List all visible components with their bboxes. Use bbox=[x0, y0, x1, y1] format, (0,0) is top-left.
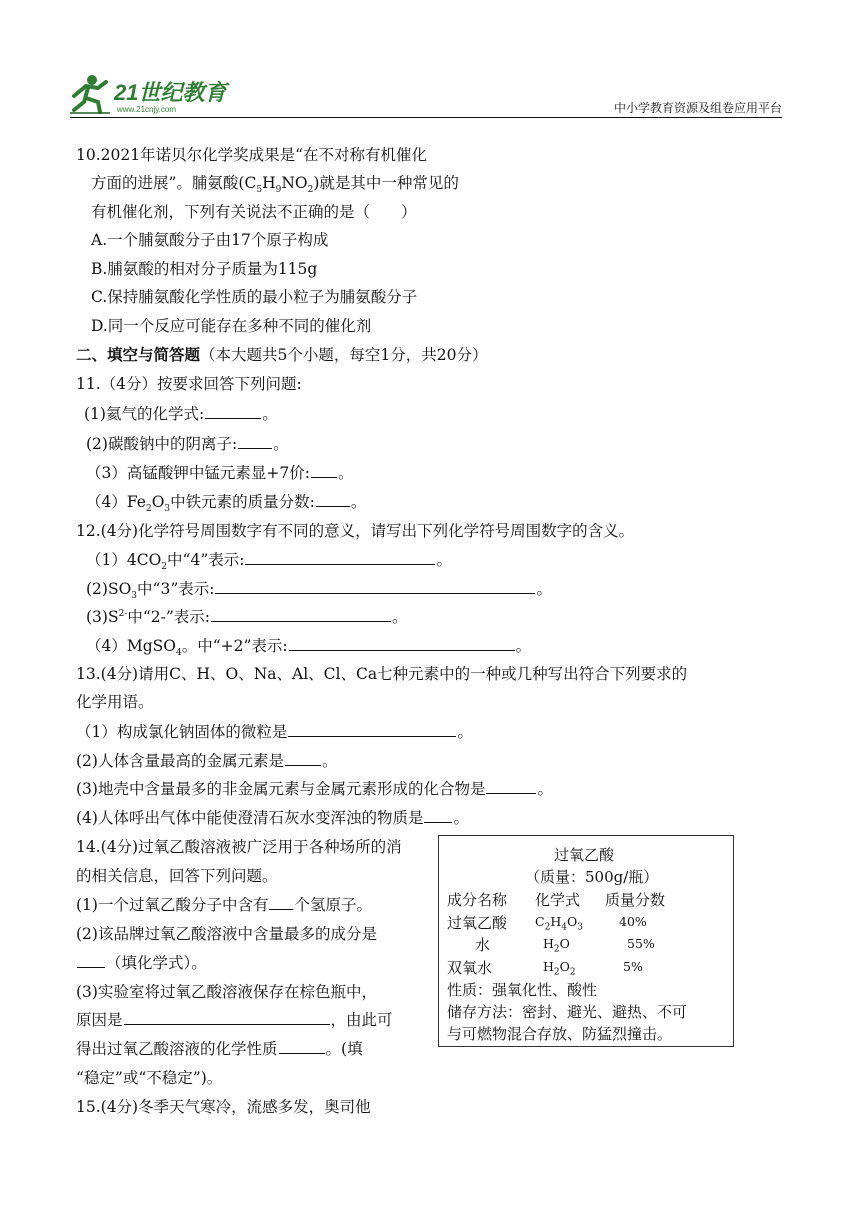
label-row-percent: 5% bbox=[623, 959, 643, 974]
answer-blank[interactable] bbox=[205, 404, 261, 419]
label-col-fraction: 质量分数 bbox=[605, 891, 666, 909]
answer-blank[interactable] bbox=[486, 779, 536, 794]
q10-line1: 10.2021年诺贝尔化学奖成果是“在不对称有机催化 bbox=[76, 146, 428, 164]
answer-blank[interactable] bbox=[77, 953, 105, 968]
label-storage-line1: 储存方法：密封、避光、避热、不可 bbox=[447, 1003, 688, 1021]
q14-part3-line3: 得出过氧乙酸溶液的化学性质 。(填 bbox=[76, 1040, 363, 1058]
q10-line3: 有机催化剂，下列有关说法不正确的是（ ） bbox=[91, 203, 417, 221]
q12-part3: $(3)S^{2-}$中“2-”表示: 。 bbox=[86, 608, 408, 626]
answer-blank[interactable] bbox=[215, 579, 535, 594]
answer-blank[interactable] bbox=[285, 751, 321, 766]
answer-blank[interactable] bbox=[424, 808, 452, 823]
answer-blank[interactable] bbox=[288, 722, 456, 737]
label-col-name: 成分名称 bbox=[447, 891, 508, 909]
label-title: 过氧乙酸 bbox=[554, 846, 615, 864]
q13-part4: (4)人体呼出气体中能使澄清石灰水变浑浊的物质是 。 bbox=[76, 809, 469, 827]
logo-text: 21世纪教育 bbox=[114, 80, 227, 105]
answer-blank[interactable] bbox=[289, 636, 515, 651]
answer-blank[interactable] bbox=[211, 607, 391, 622]
q11-part4: $(4)Fe_2O_3$中铁元素的质量分数: 。 bbox=[86, 493, 367, 515]
q10-option-d: D.同一个反应可能存在多种不同的催化剂 bbox=[91, 317, 372, 335]
q13-stem-line1: 13.(4分)请用C、H、O、Na、Al、Cl、Ca七种元素中的一种或几种写出符合下列要求的 bbox=[76, 665, 688, 683]
q11-stem: 11.（4分）按要求回答下列问题: bbox=[76, 375, 302, 393]
q13-part1: （1）构成氯化钠固体的微粒是 。 bbox=[76, 723, 473, 741]
answer-blank[interactable] bbox=[269, 895, 293, 910]
q14-part2-line1: (2)该品牌过氧乙酸溶液中含量最多的成分是 bbox=[76, 925, 377, 943]
q14-part1: (1)一个过氧乙酸分子中含有 个氢原子。 bbox=[76, 896, 372, 914]
q12-part2: $(2)SO_3$中“3”表示: 。 bbox=[86, 580, 552, 602]
header-divider bbox=[70, 117, 782, 118]
section2-heading: 二、填空与简答题（本大题共5个小题，每空1分，共20分） bbox=[76, 345, 488, 364]
label-row-percent: 40% bbox=[619, 914, 647, 929]
q14-part3-line4: “稳定”或“不稳定”)。 bbox=[76, 1069, 223, 1087]
label-subtitle: （质量：500g/瓶） bbox=[525, 868, 659, 886]
q14-part3-line2: 原因是 ，由此可 bbox=[76, 1011, 393, 1029]
label-row-formula: $H_2O$ bbox=[543, 936, 570, 955]
answer-blank[interactable] bbox=[316, 492, 350, 507]
label-row-name: 双氧水 bbox=[447, 959, 493, 977]
q14-stem-line1: 14.(4分)过氧乙酸溶液被广泛用于各种场所的消 bbox=[76, 838, 402, 856]
answer-blank[interactable] bbox=[279, 1039, 325, 1054]
q10-option-b: B.脯氨酸的相对分子质量为115g bbox=[91, 260, 318, 278]
label-col-formula: 化学式 bbox=[535, 891, 581, 909]
q11-part2: (2)碳酸钠中的阴离子: 。 bbox=[86, 435, 289, 453]
q13-part2: (2)人体含量最高的金属元素是 。 bbox=[76, 752, 338, 770]
q11-part3: （3）高锰酸钾中锰元素显+7价: 。 bbox=[86, 464, 354, 482]
peracetic-acid-label-box bbox=[438, 835, 734, 1047]
answer-blank[interactable] bbox=[245, 550, 435, 565]
runner-icon bbox=[70, 75, 110, 113]
logo-url: www.21cnjy.com bbox=[117, 105, 176, 114]
q12-part1: $(1)4CO_2$中“4”表示: 。 bbox=[86, 551, 452, 573]
label-property: 性质：强氧化性、酸性 bbox=[447, 981, 598, 999]
site-logo bbox=[70, 72, 240, 116]
q15-stem: 15.(4分)冬季天气寒冷，流感多发，奥司他 bbox=[76, 1098, 371, 1116]
q12-stem: 12.(4分)化学符号周围数字有不同的意义，请写出下列化学符号周围数字的含义。 bbox=[76, 522, 635, 540]
q12-part4: （4）MgSO$_4$。中“+2”表示: 。 bbox=[86, 637, 532, 659]
label-row-formula: $C_2H_4O_3$ bbox=[535, 914, 583, 933]
q11-part1: (1)氦气的化学式: 。 bbox=[84, 405, 278, 423]
q13-part3: (3)地壳中含量最多的非金属元素与金属元素形成的化合物是 。 bbox=[76, 780, 553, 798]
header-platform-text: 中小学教育资源及组卷应用平台 bbox=[613, 101, 782, 115]
answer-blank[interactable] bbox=[124, 1010, 330, 1025]
label-row-name: 过氧乙酸 bbox=[447, 914, 508, 932]
q10-line2: 方面的进展”。脯氨酸$(C_5H_9NO_2)$就是其中一种常见的 bbox=[91, 174, 459, 196]
label-row-percent: 55% bbox=[627, 936, 655, 951]
q14-part2-line2: （填化学式）。 bbox=[76, 953, 207, 973]
q14-stem-line2: 的相关信息，回答下列问题。 bbox=[76, 867, 278, 885]
label-row-name: 水 bbox=[475, 936, 491, 954]
q10-option-c: C.保持脯氨酸化学性质的最小粒子为脯氨酸分子 bbox=[91, 288, 418, 306]
q14-part3-line1: (3)实验室将过氧乙酸溶液保存在棕色瓶中， bbox=[76, 983, 377, 1001]
answer-blank[interactable] bbox=[311, 463, 337, 478]
label-storage-line2: 与可燃物混合存放、防猛烈撞击。 bbox=[447, 1025, 673, 1043]
answer-blank[interactable] bbox=[238, 434, 272, 449]
label-row-formula: $H_2O_2$ bbox=[543, 959, 576, 978]
q10-option-a: A.一个脯氨酸分子由17个原子构成 bbox=[91, 231, 329, 249]
q13-stem-line2: 化学用语。 bbox=[76, 693, 154, 711]
